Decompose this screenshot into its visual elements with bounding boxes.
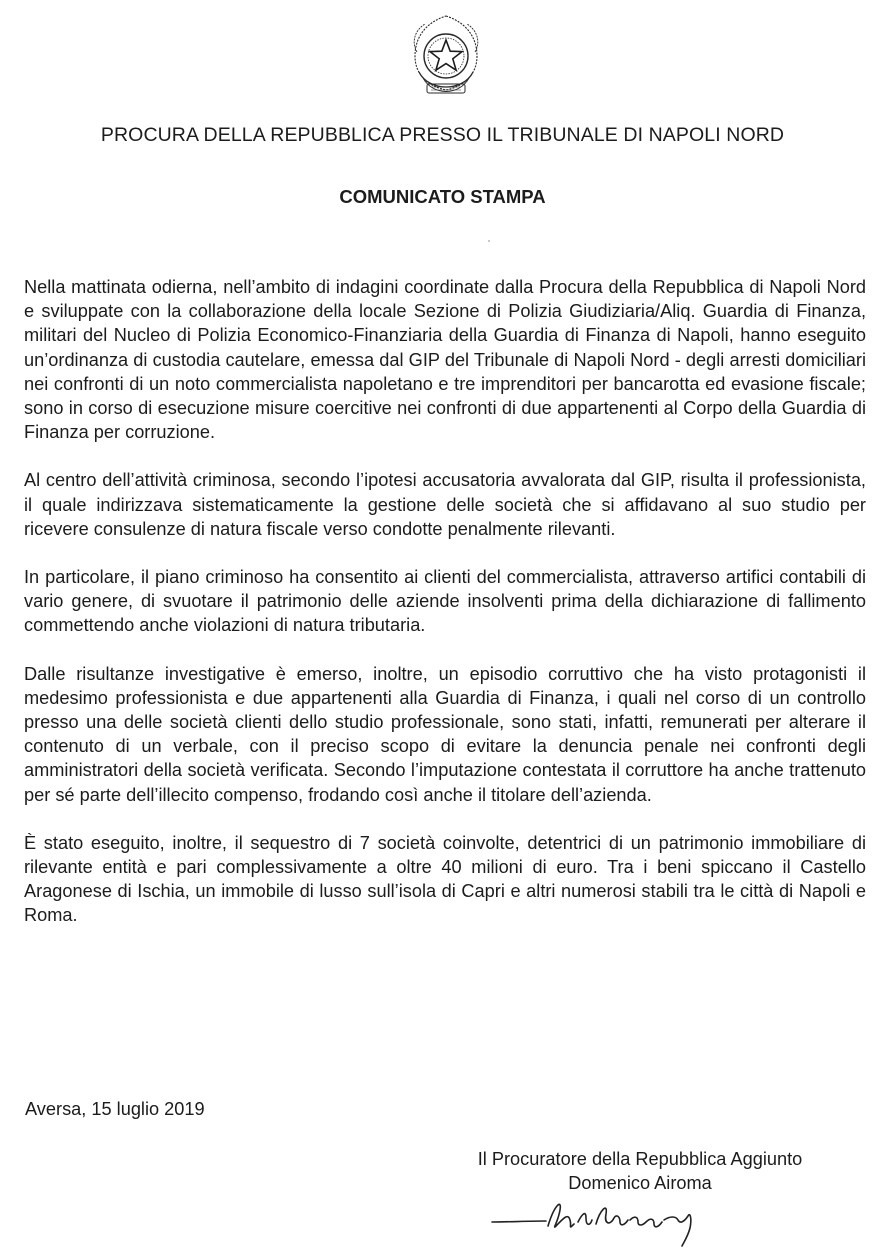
place-date: Aversa, 15 luglio 2019 (25, 1099, 205, 1119)
paragraph-3: In particolare, il piano criminoso ha consentito ai clienti del commercialista, attraverso artifici contabili di vario genere, di svuotare il patrimonio delle aziende insolventi prima della dichiarazione di fallimento commettendo anche violazioni di natura tributaria. (24, 567, 866, 636)
body-text (24, 275, 866, 952)
paragraph-5: È stato eseguito, inoltre, il sequestro di 7 società coinvolte, detentrici di un patrimonio immobiliare di rilevante entità e pari complessivamente a oltre 40 milioni di euro. Tra i beni spiccano il Castello Aragonese di Ischia, un immobile di lusso sull’isola di Capri e altri numerosi stabili tra le città di Napoli e Roma. (24, 832, 866, 926)
signatory-name: Domenico Airoma (568, 1173, 712, 1193)
paragraph-4: Dalle risultanze investigative è emerso, inoltre, un episodio corruttivo che ha visto protagonisti il medesimo professionista e due appartenenti alla Guardia di Finanza, i quali nel corso di un controllo presso una delle società clienti dello studio professionale, sono stati, infatti, remunerati per alterare il contenuto di un verbale, con il preciso scopo di evitare la denuncia penale nei confronti degli amministratori della società verificata. Secondo l’imputazione contestata il corruttore ha anche trattenuto per sé parte dell’illecito compenso, frodando così anche il titolare dell’azienda. (24, 663, 866, 805)
handwritten-signature-icon (488, 1196, 718, 1248)
authority-heading: PROCURA DELLA REPUBBLICA PRESSO IL TRIBUNALE DI NAPOLI NORD (100, 124, 785, 146)
scan-speck (488, 240, 490, 242)
italian-republic-emblem-icon (405, 12, 487, 102)
document-title: COMUNICATO STAMPA (339, 186, 546, 207)
signature-block (420, 1147, 860, 1195)
paragraph-2: Al centro dell’attività criminosa, secondo l’ipotesi accusatoria avvalorata dal GIP, risulta il professionista, il quale indirizzava sistematicamente la gestione delle società che si affidavano al suo studio per ricevere consulenze di natura fiscale verso condotte penalmente rilevanti. (24, 470, 866, 539)
signatory-role: Il Procuratore della Repubblica Aggiunto (477, 1149, 803, 1169)
paragraph-1: Nella mattinata odierna, nell’ambito di indagini coordinate dalla Procura della Repubblica di Napoli Nord e sviluppate con la collaborazione della locale Sezione di Polizia Giudiziaria/Aliq. Guardia di Finanza, militari del Nucleo di Polizia Economico-Finanziaria della Guardia di Finanza di Napoli, hanno eseguito un’ordinanza di custodia cautelare, emessa dal GIP del Tribunale di Napoli Nord - degli arresti domiciliari nei confronti di un noto commercialista napoletano e tre imprenditori per bancarotta ed evasione fiscale; sono in corso di esecuzione misure coercitive nei confronti di due appartenenti al Corpo della Guardia di Finanza per corruzione. (24, 277, 866, 443)
